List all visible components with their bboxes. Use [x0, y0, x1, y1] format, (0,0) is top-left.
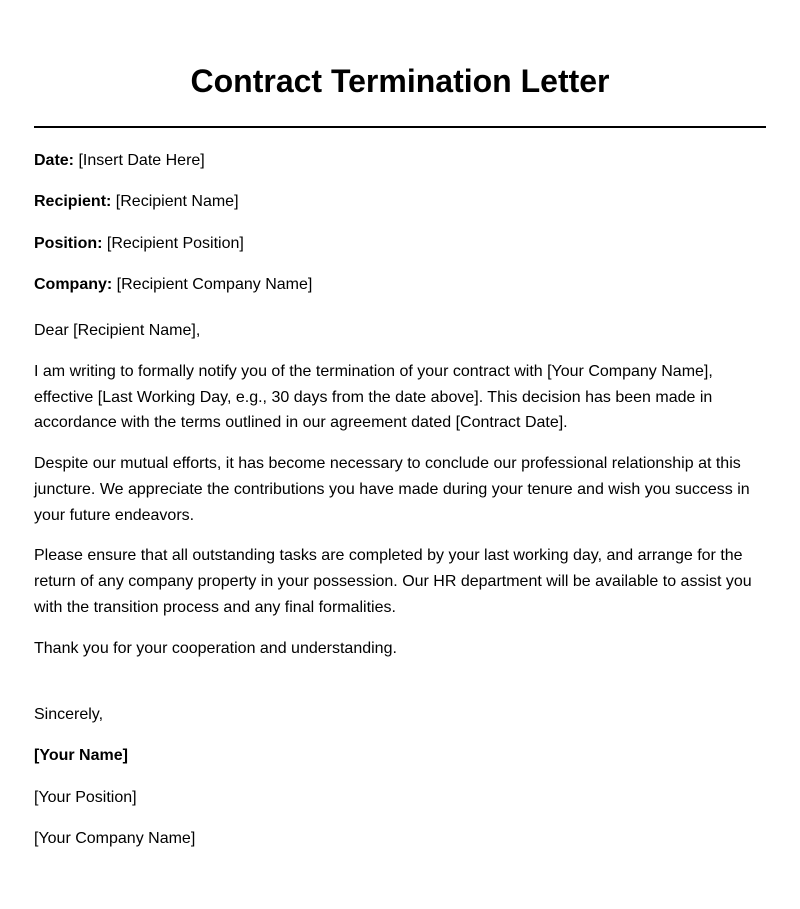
- title-divider: [34, 126, 766, 128]
- company-label: Company:: [34, 276, 113, 293]
- position-field: [34, 234, 766, 254]
- body-paragraph: Despite our mutual efforts, it has become necessary to conclude our professional relationship at this juncture. We appreciate the contributions you have made during your tenure and wish you success in your future endeavors.: [34, 455, 750, 524]
- signature-company: [Your Company Name]: [34, 830, 196, 848]
- date-value: [Insert Date Here]: [74, 152, 205, 169]
- page-title: Contract Termination Letter: [190, 63, 610, 99]
- signature-name: [Your Name]: [34, 747, 128, 765]
- company-field: [34, 275, 766, 295]
- body-paragraph: Please ensure that all outstanding tasks are completed by your last working day, and arrange for the return of any company property in your possession. Our HR department will be available to assist you with the transition process and any final formalities.: [34, 547, 752, 616]
- salutation: Dear [Recipient Name],: [34, 322, 201, 339]
- position-value: [Recipient Position]: [102, 235, 244, 252]
- thanks-line: Thank you for your cooperation and understanding.: [34, 640, 397, 658]
- recipient-field: [34, 192, 766, 212]
- closing-line: Sincerely,: [34, 706, 104, 724]
- body-paragraph: I am writing to formally notify you of the termination of your contract with [Your Company Name], effective [Last Working Day, e.g., 30 days from the date above]. This decision has been made in accordance with the terms outlined in our agreement dated [Contract Date].: [34, 363, 713, 432]
- recipient-value: [Recipient Name]: [111, 193, 239, 210]
- position-label: Position:: [34, 235, 103, 252]
- signature-position: [Your Position]: [34, 789, 137, 807]
- company-value: [Recipient Company Name]: [112, 276, 313, 293]
- date-label: Date:: [34, 152, 75, 169]
- recipient-label: Recipient:: [34, 193, 112, 210]
- date-field: [34, 151, 766, 171]
